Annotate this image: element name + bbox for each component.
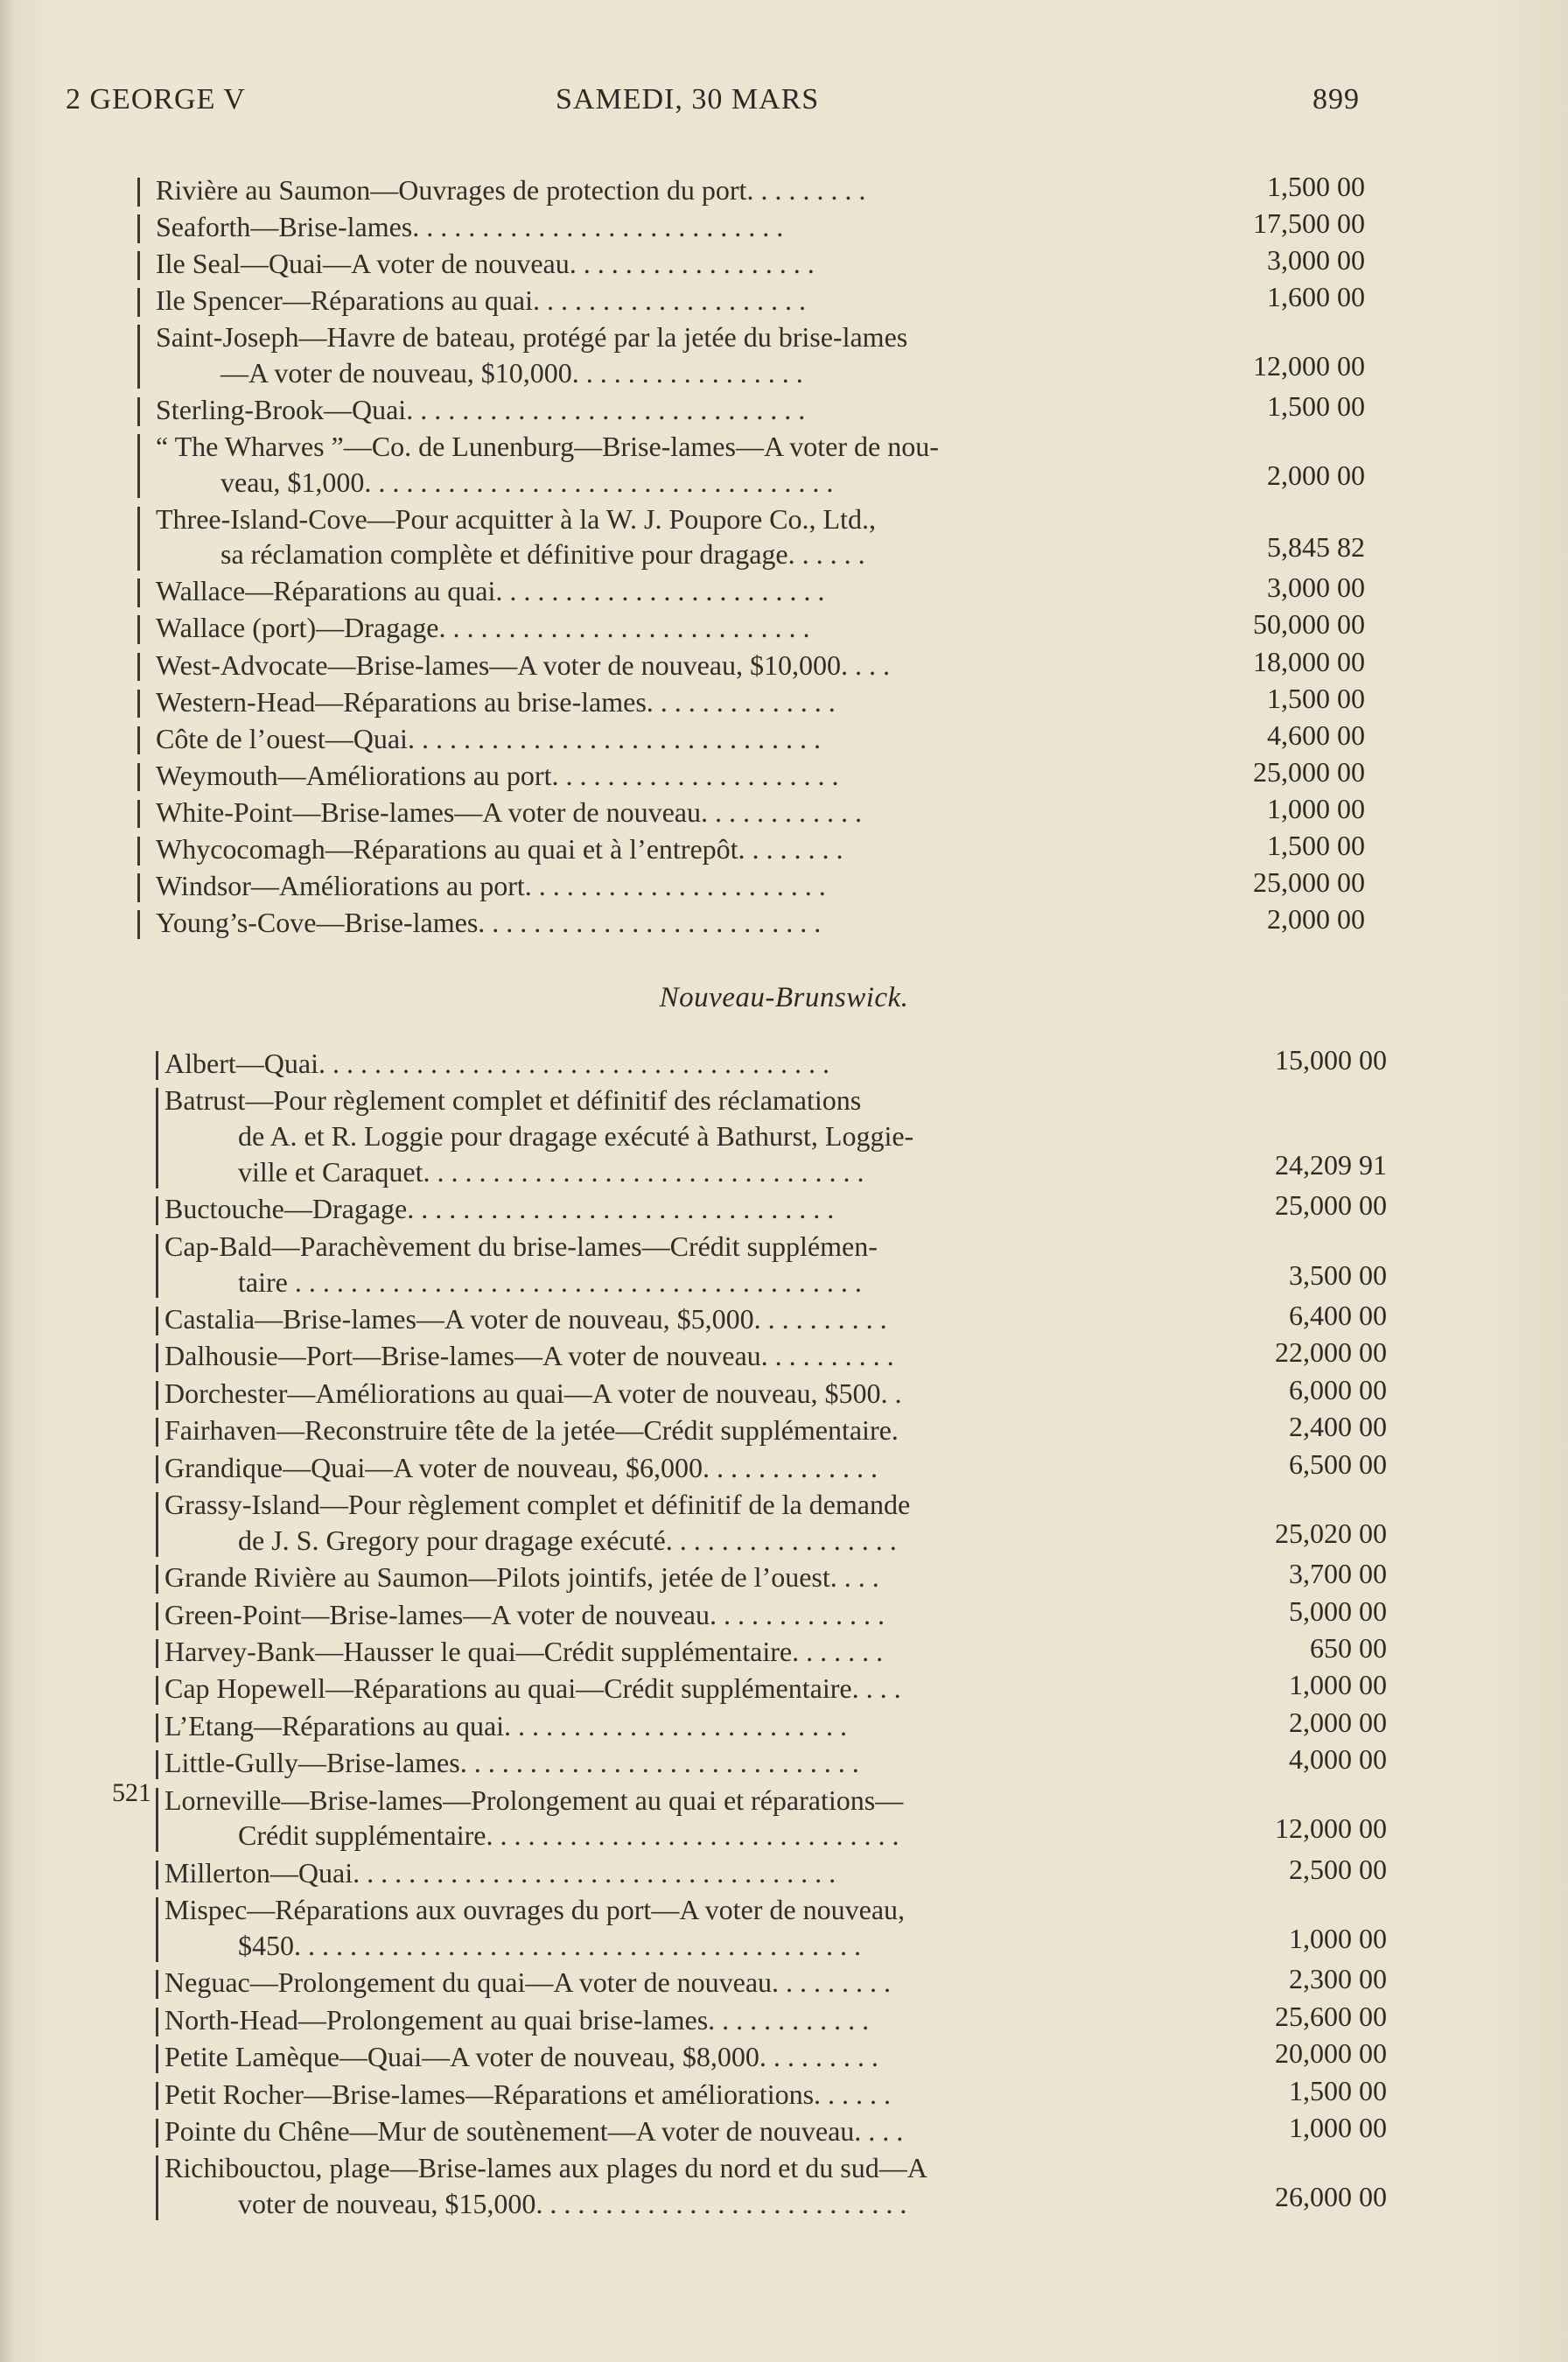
entry-text-line: Weymouth—Améliorations au port. . . . . . . . . . . . . . . . . . . . .	[156, 759, 839, 791]
entry-amount: 1,500 00	[1289, 2074, 1387, 2106]
header-date: SAMEDI, 30 MARS	[556, 83, 820, 116]
entry-amount: 25,600 00	[1275, 2000, 1387, 2032]
entry-text-line: de J. S. Gregory pour dragage exécuté. . . . . . . . . . . . . . . . .	[238, 1524, 897, 1556]
entry-amount: 20,000 00	[1275, 2037, 1387, 2070]
entry-amount: 25,000 00	[1275, 1189, 1387, 1222]
entry-text-line: $450. . . . . . . . . . . . . . . . . . . . . . . . . . . . . . . . . . . . . . . . .	[238, 1929, 861, 1961]
entry-bracket	[137, 507, 149, 571]
entry-amount: 1,000 00	[1289, 1669, 1387, 1701]
entry-text-line: Whycocomagh—Réparations au quai et à l’entrepôt. . . . . . . .	[156, 833, 844, 865]
entry-bracket	[137, 837, 149, 866]
entry-amount: 1,000 00	[1289, 2112, 1387, 2143]
entry-amount: 6,500 00	[1289, 1447, 1387, 1480]
entry-bracket	[137, 800, 149, 829]
entry-bracket	[137, 763, 149, 792]
entry-amount: 2,300 00	[1289, 1963, 1387, 1995]
entry-text-line: Grandique—Quai—A voter de nouveau, $6,000. . . . . . . . . . . . .	[164, 1451, 878, 1483]
entry-text-line: Sterling-Brook—Quai. . . . . . . . . . . . . . . . . . . . . . . . . . . . .	[156, 394, 806, 425]
entry-bracket	[137, 615, 149, 644]
entry-bracket	[137, 726, 149, 755]
entry-text-line: Batrust—Pour règlement complet et définitif des réclamations	[164, 1084, 862, 1117]
entry-amount: 22,000 00	[1275, 1336, 1387, 1369]
entry-bracket	[137, 251, 149, 280]
entry-amount: 1,600 00	[1267, 281, 1365, 313]
entry-amount: 5,845 82	[1267, 531, 1365, 564]
entry-amount: 50,000 00	[1253, 608, 1365, 641]
entry-text-line: Pointe du Chêne—Mur de soutènement—A voter de nouveau. . . .	[164, 2115, 904, 2147]
entry-amount: 3,000 00	[1267, 244, 1365, 277]
entry-amount: 2,400 00	[1289, 1411, 1387, 1443]
entry-amount: 1,500 00	[1267, 171, 1365, 202]
entry-text-line: Ile Spencer—Réparations au quai. . . . . . . . . . . . . . . . . . . .	[156, 284, 806, 317]
entry-text-line: Saint-Joseph—Havre de bateau, protégé par la jetée du brise-lames	[156, 321, 908, 354]
entry-amount: 18,000 00	[1253, 645, 1365, 677]
entry-bracket	[137, 434, 149, 498]
entry-amount: 25,020 00	[1275, 1517, 1387, 1549]
entry-text-line: Cap-Bald—Parachèvement du brise-lames—Crédit supplémen-	[164, 1230, 878, 1262]
entry-text-line: Grassy-Island—Pour règlement complet et définitif de la demande	[164, 1489, 911, 1520]
entry-amount: 5,000 00	[1289, 1595, 1387, 1627]
entry-text-line: Petit Rocher—Brise-lames—Réparations et améliorations. . . . . .	[164, 2078, 892, 2110]
entry-text-line: Ile Seal—Quai—A voter de nouveau. . . . . . . . . . . . . . . . . .	[156, 248, 815, 280]
entry-amount: 25,000 00	[1253, 866, 1365, 899]
entry-amount: 6,000 00	[1289, 1373, 1387, 1405]
entry-bracket	[137, 178, 149, 207]
entry-text-line: Grande Rivière au Saumon—Pilots jointifs, jetée de l’ouest. . . .	[164, 1561, 879, 1594]
entry-amount: 1,500 00	[1267, 830, 1365, 861]
entry-amount: 3,000 00	[1267, 571, 1365, 604]
entry-text-line: Dorchester—Améliorations au quai—A voter de nouveau, $500. .	[164, 1377, 902, 1409]
entry-text-line: Green-Point—Brise-lames—A voter de nouveau. . . . . . . . . . . . .	[164, 1598, 885, 1630]
entry-text-line: Castalia—Brise-lames—A voter de nouveau, $5,000. . . . . . . . . .	[164, 1303, 887, 1335]
entry-text-line: Windsor—Améliorations au port. . . . . . . . . . . . . . . . . . . . . .	[156, 870, 826, 902]
entry-text-line: —A voter de nouveau, $10,000. . . . . . . . . . . . . . . . .	[220, 356, 803, 389]
entry-amount: 3,700 00	[1289, 1558, 1387, 1590]
margin-number: 521	[112, 1778, 151, 1807]
entry-text-line: Three-Island-Cove—Pour acquitter à la W. J. Poupore Co., Ltd.,	[156, 502, 876, 535]
entry-text-line: Buctouche—Dragage. . . . . . . . . . . . . . . . . . . . . . . . . . . . . . .	[164, 1193, 835, 1225]
entry-amount: 2,000 00	[1289, 1706, 1387, 1738]
entry-text-line: Richibouctou, plage—Brise-lames aux plages du nord et du sud—A	[164, 2152, 928, 2184]
entry-bracket	[137, 288, 149, 317]
entry-amount: 1,500 00	[1267, 682, 1365, 714]
entry-amount: 17,500 00	[1253, 207, 1365, 240]
entry-text-line: Dalhousie—Port—Brise-lames—A voter de nouveau. . . . . . . . . .	[164, 1340, 894, 1372]
entry-amount: 2,000 00	[1267, 459, 1365, 491]
entry-text-line: Fairhaven—Reconstruire tête de la jetée—Crédit supplémentaire.	[164, 1414, 899, 1447]
entry-amount: 650 00	[1310, 1632, 1387, 1664]
entry-bracket	[137, 214, 149, 243]
page-number: 899	[1312, 83, 1360, 116]
entry-text-line: Mispec—Réparations aux ouvrages du port—A voter de nouveau,	[164, 1894, 906, 1926]
entry-amount: 12,000 00	[1275, 1812, 1387, 1845]
entry-amount: 26,000 00	[1275, 2181, 1387, 2213]
entry-bracket	[137, 325, 149, 389]
entry-amount: 25,000 00	[1253, 755, 1365, 788]
entry-text-line: Little-Gully—Brise-lames. . . . . . . . . . . . . . . . . . . . . . . . . . . . .	[164, 1747, 859, 1779]
entry-amount: 3,500 00	[1289, 1258, 1387, 1291]
entry-text-line: Petite Lamèque—Quai—A voter de nouveau, $8,000. . . . . . . . .	[164, 2041, 878, 2073]
entry-text-line: Neguac—Prolongement du quai—A voter de nouveau. . . . . . . . .	[164, 1966, 892, 1999]
entry-text-line: North-Head—Prolongement au quai brise-lames. . . . . . . . . . . .	[164, 2003, 870, 2036]
entry-bracket	[137, 578, 149, 607]
entry-text-line: Wallace—Réparations au quai. . . . . . . . . . . . . . . . . . . . . . . .	[156, 575, 825, 607]
entry-amount: 1,500 00	[1267, 390, 1365, 422]
entry-text-line: Wallace (port)—Dragage. . . . . . . . . . . . . . . . . . . . . . . . . . .	[156, 612, 810, 644]
entry-text-line: White-Point—Brise-lames—A voter de nouveau. . . . . . . . . . . .	[156, 796, 862, 828]
entry-bracket	[137, 653, 149, 682]
entry-amount: 1,000 00	[1267, 792, 1365, 824]
entry-amount: 2,000 00	[1267, 903, 1365, 936]
entry-amount: 6,400 00	[1289, 1300, 1387, 1331]
entry-text-line: voter de nouveau, $15,000. . . . . . . . . . . . . . . . . . . . . . . . . . .	[238, 2188, 907, 2220]
entry-text-line: de A. et R. Loggie pour dragage exécuté à Bathurst, Loggie-	[238, 1120, 914, 1153]
header-left: 2 GEORGE V	[66, 83, 246, 116]
entry-text-line: Harvey-Bank—Hausser le quai—Crédit supplémentaire. . . . . . .	[164, 1636, 884, 1667]
entry-text-line: Young’s-Cove—Brise-lames. . . . . . . . . . . . . . . . . . . . . . . . .	[156, 907, 822, 939]
entry-text-line: Western-Head—Réparations au brise-lames. . . . . . . . . . . . . .	[156, 685, 836, 718]
entry-text-line: veau, $1,000. . . . . . . . . . . . . . . . . . . . . . . . . . . . . . . . . .	[220, 466, 834, 498]
entry-text-line: ville et Caraquet. . . . . . . . . . . . . . . . . . . . . . . . . . . . . . . .	[238, 1155, 864, 1188]
entry-text-line: Seaforth—Brise-lames. . . . . . . . . . . . . . . . . . . . . . . . . . .	[156, 211, 784, 243]
entry-text-line: Albert—Quai. . . . . . . . . . . . . . . . . . . . . . . . . . . . . . . . . . . . .	[164, 1048, 830, 1079]
entry-text-line: Côte de l’ouest—Quai. . . . . . . . . . . . . . . . . . . . . . . . . . . . . .	[156, 722, 821, 754]
entry-text-line: L’Etang—Réparations au quai. . . . . . . . . . . . . . . . . . . . . . . . .	[164, 1709, 848, 1742]
entry-amount: 4,000 00	[1289, 1743, 1387, 1776]
entry-bracket	[137, 910, 149, 939]
entry-bracket	[137, 690, 149, 718]
entry-text-line: sa réclamation complète et définitive pour dragage. . . . . .	[220, 538, 865, 571]
entry-amount: 24,209 91	[1275, 1148, 1387, 1181]
entry-text-line: taire . . . . . . . . . . . . . . . . . . . . . . . . . . . . . . . . . . . . . . . . .	[238, 1265, 862, 1298]
entry-amount: 12,000 00	[1253, 349, 1365, 382]
entry-text-line: Millerton—Quai. . . . . . . . . . . . . . . . . . . . . . . . . . . . . . . . . . .	[164, 1856, 836, 1889]
entry-amount: 2,500 00	[1289, 1853, 1387, 1885]
entry-text-line: West-Advocate—Brise-lames—A voter de nouveau, $10,000. . . .	[156, 648, 890, 681]
entry-bracket	[137, 873, 149, 902]
entry-text-line: Crédit supplémentaire. . . . . . . . . . . . . . . . . . . . . . . . . . . . . .	[238, 1819, 900, 1852]
entry-text-line: “ The Wharves ”—Co. de Lunenburg—Brise-lames—A voter de nou-	[156, 431, 939, 463]
entry-text-line: Lorneville—Brise-lames—Prolongement au quai et réparations—	[164, 1784, 904, 1816]
section-title: Nouveau-Brunswick.	[659, 982, 909, 1013]
entry-amount: 1,000 00	[1289, 1922, 1387, 1954]
entry-text-line: Rivière au Saumon—Ouvrages de protection du port. . . . . . . . .	[156, 174, 866, 206]
entry-text-line: Cap Hopewell—Réparations au quai—Crédit supplémentaire. . . .	[164, 1672, 901, 1705]
entry-amount: 15,000 00	[1275, 1044, 1387, 1076]
page-header	[0, 83, 1568, 127]
entry-bracket	[137, 397, 149, 426]
entry-amount: 4,600 00	[1267, 718, 1365, 751]
